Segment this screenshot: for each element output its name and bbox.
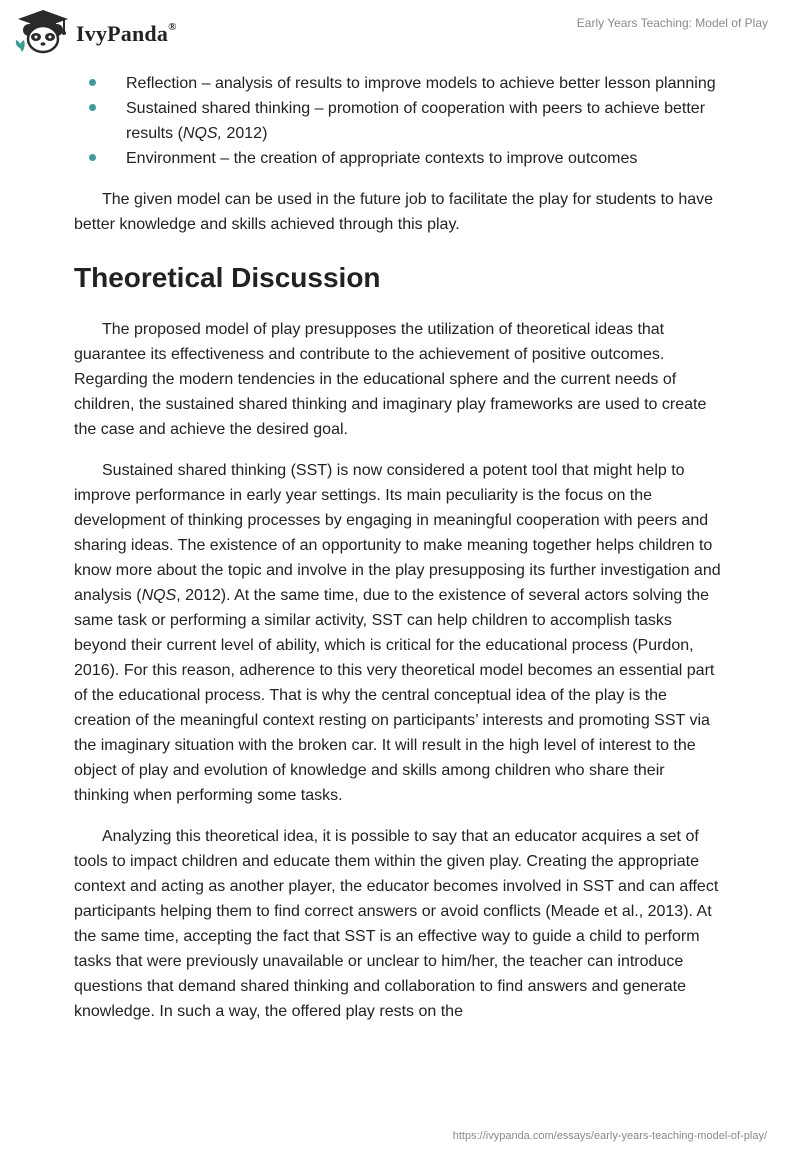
registered-mark: ® <box>168 20 177 33</box>
citation-italic: NQS, <box>182 125 223 142</box>
document-body <box>74 71 724 1024</box>
brand-name: IvyPanda® <box>76 20 177 46</box>
bullet-dot-icon <box>89 154 96 161</box>
paragraph: The proposed model of play presupposes the utilization of theoretical ideas that guarantee its effectiveness and contribute to the achievement of positive outcomes. Regarding the modern tendencies in the educational sphere and the current needs of children, the sustained shared thinking and imaginary play frameworks are used to create the case and achieve the desired goal. <box>74 321 707 438</box>
list-item: Environment – the creation of appropriate contexts to improve outcomes <box>74 146 724 171</box>
list-item: Reflection – analysis of results to improve models to achieve better lesson planning <box>74 71 724 96</box>
list-item: Sustained shared thinking – promotion of cooperation with peers to achieve better results (NQS, 2012) <box>74 96 724 146</box>
page-header <box>0 0 800 70</box>
citation-italic: NQS <box>141 587 177 604</box>
bullet-list <box>74 71 724 171</box>
paragraph: Sustained shared thinking (SST) is now considered a potent tool that might help to improve performance in early year settings. Its main peculiarity is the focus on the development of thinking processes by engaging in meaningful cooperation with peers and sharing ideas. The existence of an opportunity to make meaning together helps children to know more about the topic and involve in the play presupposing its further investigation and analysis (NQS, 2012). At the same time, due to the existence of several actors solving the same task or performing a similar activity, SST can help children to accomplish tasks beyond their current level of ability, which is critical for the educational process (Purdon, 2016). For this reason, adherence to this very theoretical model becomes an essential part of the educational process. That is why the central conceptual idea of the play is the creation of the meaningful context resting on participants’ interests and promoting SST via the imaginary situation with the broken car. It will result in the high level of interest to the object of play and evolution of knowledge and skills among children who share their thinking when performing some tasks. <box>74 462 721 804</box>
document-title: Early Years Teaching: Model of Play <box>576 16 768 30</box>
intro-paragraph: The given model can be used in the future job to facilitate the play for students to have better knowledge and skills achieved through this play. <box>74 191 714 233</box>
section-heading: Theoretical Discussion <box>74 262 381 293</box>
bullet-dot-icon <box>89 104 96 111</box>
source-url-link[interactable]: https://ivypanda.com/essays/early-years-teaching-model-of-play/ <box>452 1130 767 1142</box>
bullet-dot-icon <box>89 79 96 86</box>
panda-graduate-icon <box>14 8 72 56</box>
paragraph: Analyzing this theoretical idea, it is possible to say that an educator acquires a set of tools to impact children and educate them within the given play. Creating the appropriate context and acting as another player, the educator becomes involved in SST and can affect participants helping them to find correct answers or avoid conflicts (Meade et al., 2013). At the same time, accepting the fact that SST is an effective way to guide a child to perform tasks that were previously unavailable or unclear to him/her, the teacher can introduce questions that demand shared thinking and collaboration to find answers and generate knowledge. In such a way, the offered play rests on the <box>74 828 719 1020</box>
ivypanda-logo[interactable] <box>14 8 177 56</box>
